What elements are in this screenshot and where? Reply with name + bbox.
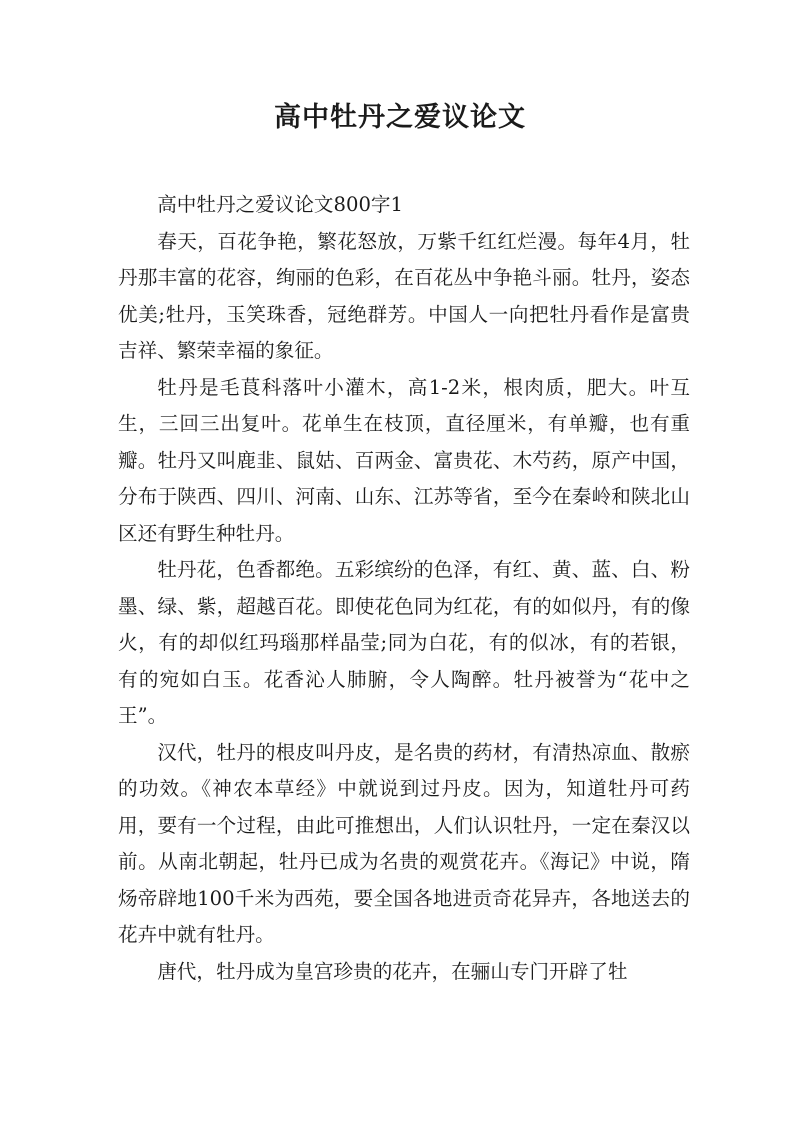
paragraph-color-fragrance: 牡丹花，色香都绝。五彩缤纷的色泽，有红、黄、蓝、白、粉墨、绿、紫，超越百花。即使花色同为红花，有的如似丹，有的像火，有的却似红玛瑙那样晶莹;同为白花，有的似冰，有的若银，有的宛如白玉。花香沁人肺腑，令人陶醉。牡丹被誉为“花中之王”。 bbox=[118, 558, 690, 727]
paragraph-tang-dynasty: 唐代，牡丹成为皇宫珍贵的花卉，在骊山专门开辟了牡 bbox=[157, 959, 628, 983]
document-body bbox=[118, 187, 690, 990]
document-title: 高中牡丹之爱议论文 bbox=[274, 102, 526, 133]
paragraph-botany: 牡丹是毛茛科落叶小灌木，高1-2米，根肉质，肥大。叶互生，三回三出复叶。花单生在枝顶，直径厘米，有单瓣，也有重瓣。牡丹又叫鹿韭、鼠姑、百两金、富贵花、木芍药，原产中国，分布于陕西、四川、河南、山东、江苏等省，至今在秦岭和陕北山区还有野生种牡丹。 bbox=[118, 375, 690, 545]
paragraph-han-dynasty: 汉代，牡丹的根皮叫丹皮，是名贵的药材，有清热凉血、散瘀的功效。《神农本草经》中就说到过丹皮。因为，知道牡丹可药用，要有一个过程，由此可推想出，人们认识牡丹，一定在秦汉以前。从南北朝起，牡丹已成为名贵的观赏花卉。《海记》中说，隋炀帝辟地100千米为西苑，要全国各地进贡奇花异卉，各地送去的花卉中就有牡丹。 bbox=[118, 740, 690, 946]
paragraph-spring: 春天，百花争艳，繁花怒放，万紫千红红烂漫。每年4月，牡丹那丰富的花容，绚丽的色彩，在百花丛中争艳斗丽。牡丹，姿态优美;牡丹，玉笑珠香，冠绝群芳。中国人一向把牡丹看作是富贵吉祥、繁荣幸福的象征。 bbox=[118, 229, 690, 362]
subtitle-line: 高中牡丹之爱议论文800字1 bbox=[157, 193, 403, 216]
